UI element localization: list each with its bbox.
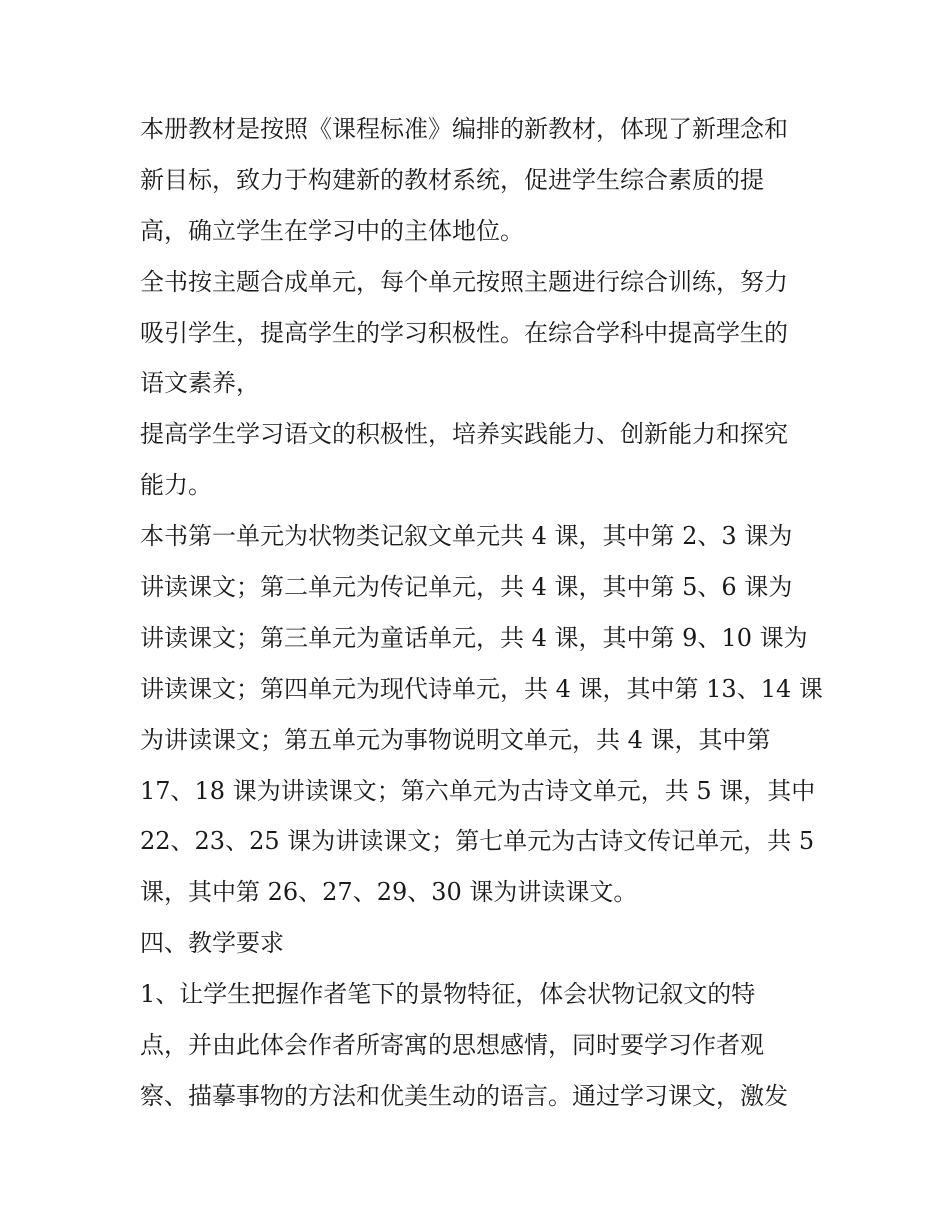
document-body [140, 104, 823, 1122]
text-line: 全书按主题合成单元，每个单元按照主题进行综合训练，努力 [140, 267, 788, 296]
section-heading: 四、教学要求 [140, 929, 284, 958]
text-line: 吸引学生，提高学生的学习积极性。在综合学科中提高学生的 [140, 318, 788, 347]
text-line: 高，确立学生在学习中的主体地位。 [140, 216, 524, 245]
text-line: 1、让学生把握作者笔下的景物特征，体会状物记叙文的特 [140, 980, 756, 1009]
text-line: 本书第一单元为状物类记叙文单元共 4 课，其中第 2、3 课为 [140, 522, 793, 551]
text-line: 讲读课文；第三单元为童话单元，共 4 课，其中第 9、10 课为 [140, 623, 808, 652]
text-line: 点，并由此体会作者所寄寓的思想感情，同时要学习作者观 [140, 1031, 764, 1060]
text-line: 为讲读课文；第五单元为事物说明文单元，共 4 课，其中第 [140, 725, 771, 754]
text-line: 提高学生学习语文的积极性，培养实践能力、创新能力和探究 [140, 420, 788, 449]
text-line: 能力。 [140, 471, 212, 500]
text-line: 本册教材是按照《课程标准》编排的新教材，体现了新理念和 [140, 115, 788, 143]
text-line: 察、描摹事物的方法和优美生动的语言。通过学习课文，激发 [140, 1081, 788, 1110]
text-line: 22、23、25 课为讲读课文；第七单元为古诗文传记单元，共 5 [140, 827, 815, 856]
text-line: 讲读课文；第二单元为传记单元，共 4 课，其中第 5、6 课为 [140, 573, 793, 602]
text-line: 语文素养， [140, 369, 260, 398]
text-line: 讲读课文；第四单元为现代诗单元，共 4 课，其中第 13、14 课 [140, 674, 823, 703]
text-line: 17、18 课为讲读课文；第六单元为古诗文单元，共 5 课，其中 [140, 776, 816, 805]
text-line: 新目标，致力于构建新的教材系统，促进学生综合素质的提 [140, 165, 764, 194]
text-line: 课，其中第 26、27、29、30 课为讲读课文。 [140, 878, 638, 907]
